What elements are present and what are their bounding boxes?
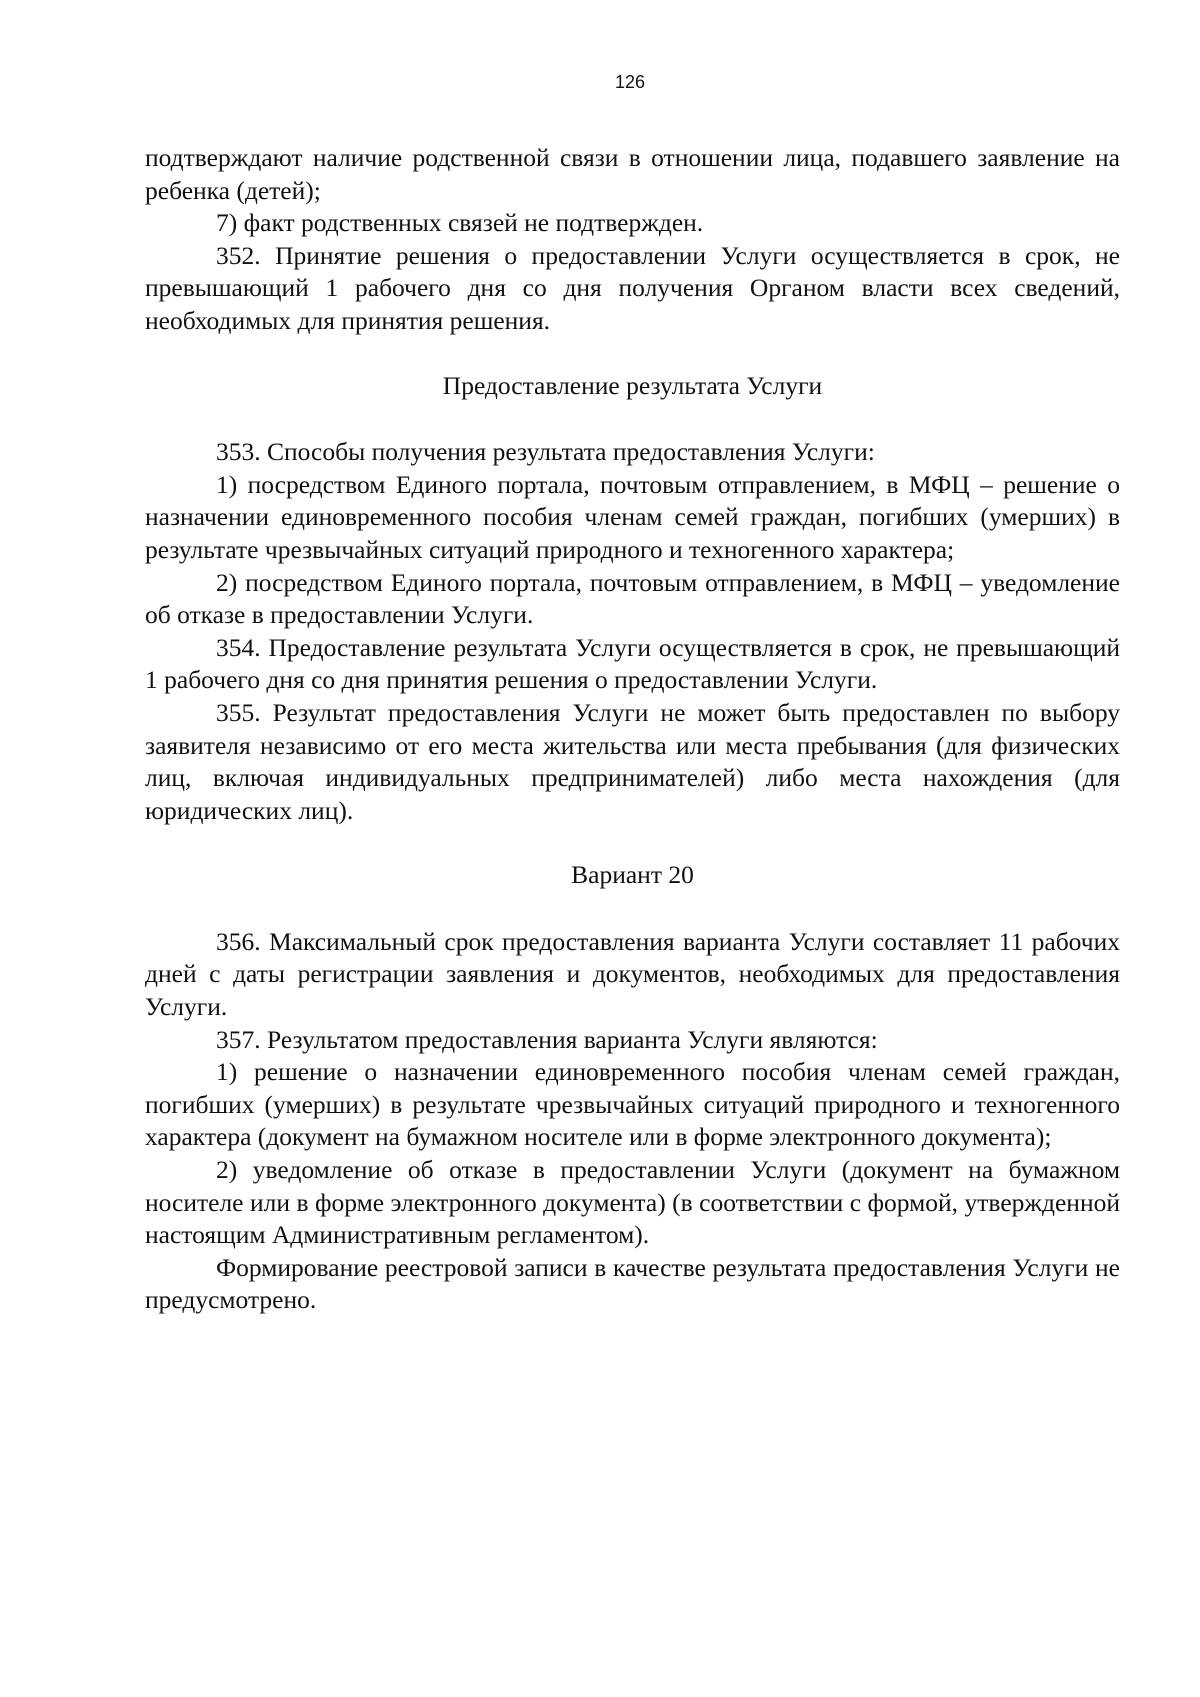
paragraph-continuation: подтверждают наличие родственной связи в отношении лица, подавшего заявление на ребенка (детей); <box>145 143 1120 205</box>
section-heading-variant: Вариант 20 <box>571 860 694 890</box>
paragraph-357-item-1: 1) решение о назначении единовременного пособия членам семей граждан, погибших (умерших) в результате чрезвычайных ситуаций природного и техногенного характера (документ на бумажном носителе или в форме электронного документа); <box>145 1057 1120 1152</box>
paragraph-357-item-2: 2) уведомление об отказе в предоставлении Услуги (документ на бумажном носителе или в форме электронного документа) (в соответствии с формой, утвержденной настоящим Административным регламентом). <box>145 1155 1120 1250</box>
paragraph-357: 357. Результатом предоставления варианта Услуги являются: <box>216 1024 878 1054</box>
paragraph-355: 355. Результат предоставления Услуги не может быть предоставлен по выбору заявителя независимо от его места жительства или места пребывания (для физических лиц, включая индивидуальных предпринимателей) либо места нахождения (для юридических лиц). <box>145 697 1120 825</box>
paragraph-item-7: 7) факт родственных связей не подтвержден. <box>216 208 704 238</box>
paragraph-registry-note: Формирование реестровой записи в качестве результата предоставления Услуги не предусмотрено. <box>145 1252 1120 1315</box>
page-number: 126 <box>614 72 646 92</box>
section-heading-result: Предоставление результата Услуги <box>442 370 823 400</box>
paragraph-353-item-2: 2) посредством Единого портала, почтовым отправлением, в МФЦ – уведомление об отказе в предоставлении Услуги. <box>145 567 1120 630</box>
paragraph-353-item-1: 1) посредством Единого портала, почтовым отправлением, в МФЦ – решение о назначении единовременного пособия членам семей граждан, погибших (умерших) в результате чрезвычайных ситуаций природного и техногенного характера; <box>145 469 1120 564</box>
paragraph-353: 353. Способы получения результата предоставления Услуги: <box>216 437 875 467</box>
document-body <box>145 142 1120 1317</box>
paragraph-354: 354. Предоставление результата Услуги осуществляется в срок, не превышающий 1 рабочего дня со дня принятия решения о предоставлении Услуги. <box>145 632 1120 695</box>
paragraph-352: 352. Принятие решения о предоставлении Услуги осуществляется в срок, не превышающий 1 рабочего дня со дня получения Органом власти всех сведений, необходимых для принятия решения. <box>145 240 1120 335</box>
paragraph-356: 356. Максимальный срок предоставления варианта Услуги составляет 11 рабочих дней с даты регистрации заявления и документов, необходимых для предоставления Услуги. <box>145 926 1120 1022</box>
